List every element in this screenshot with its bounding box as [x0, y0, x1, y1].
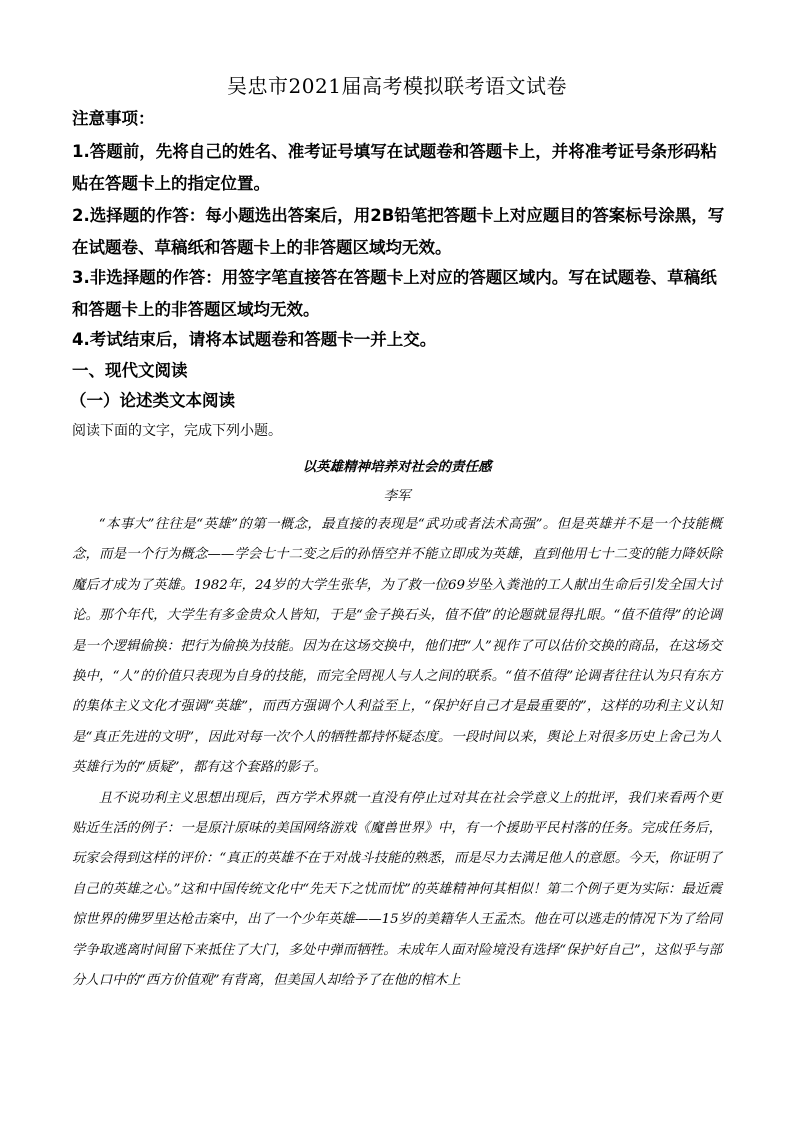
notice-heading: 注意事项：: [72, 109, 155, 128]
article-body: [72, 510, 722, 997]
notice-item-4: 4.考试结束后，请将本试题卷和答题卡一并上交。: [72, 330, 437, 349]
article-paragraph-1: “本事大”往往是“英雄”的第一概念，最直接的表现是“武功或者法术高强”。但是英雄并不是一个技能概念，而是一个行为概念——学会七十二变之后的孙悟空并不能立即成为英雄，直到他用七十二变的能力降妖除魔后才成为了英雄。1982年，24岁的大学生张华，为了救一位69岁坠入粪池的工人献出生命后引发全国大讨论。那个年代，大学生有多金贵众人皆知，于是“金子换石头，值不值”的论题就显得扎眼。“值不值得”的论调是一个逻辑偷换：把行为偷换为技能。因为在这场交换中，他们把“人”视作了可以估价交换的商品，在这场交换中，“人”的价值只表现为自身的技能，而完全罔视人与人之间的联系。“值不值得”论调者往往认为只有东方的集体主义文化才强调“英雄”，而西方强调个人利益至上，“保护好自己才是最重要的”，这样的功利主义认知是“真正先进的文明”，因此对每一次个人的牺牲都持怀疑态度。一段时间以来，舆论上对很多历史上舍己为人英雄行为的“质疑”，都有这个套路的影子。: [72, 517, 722, 776]
exam-title: 吴忠市2021届高考模拟联考语文试卷: [227, 74, 567, 98]
section-heading: 一、现代文阅读: [72, 361, 188, 380]
notice-item-2: 2.选择题的作答：每小题选出答案后，用2B铅笔把答题卡上对应题目的答案标号涂黑，写在试题卷、草稿纸和答题卡上的非答题区域均无效。: [72, 206, 725, 257]
article-author: 李军: [383, 488, 411, 504]
notice-item-3: 3.非选择题的作答：用签字笔直接答在答题卡上对应的答题区域内。写在试题卷、草稿纸和答题卡上的非答题区域均无效。: [72, 268, 717, 319]
notice-item-1: 1.答题前，先将自己的姓名、准考证号填写在试题卷和答题卡上，并将准考证号条形码粘贴在答题卡上的指定位置。: [72, 142, 717, 193]
article-title: 以英雄精神培养对社会的责任感: [302, 459, 492, 475]
article-paragraph-2: 且不说功利主义思想出现后，西方学术界就一直没有停止过对其在社会学意义上的批评，我们来看两个更贴近生活的例子：一是原汁原味的美国网络游戏《魔兽世界》中，有一个援助平民村落的任务。完成任务后，玩家会得到这样的评价：“真正的英雄不在于对战斗技能的熟悉，而是尽力去满足他人的意愿。今天，你证明了自己的英雄之心。”这和中国传统文化中“先天下之忧而忧”的英雄精神何其相似！第二个例子更为实际：最近震惊世界的佛罗里达枪击案中，出了一个少年英雄——15岁的美籍华人王孟杰。他在可以逃走的情况下为了给同学争取逃离时间留下来抵住了大门，多处中弹而牺牲。未成年人面对险境没有选择“保护好自己”，这似乎与部分人口中的“西方价值观”有背离，但美国人却给予了在他的棺木上: [72, 790, 722, 989]
reading-instruction: 阅读下面的文字，完成下列小题。: [72, 423, 282, 439]
subsection-heading: （一）论述类文本阅读: [70, 391, 235, 410]
